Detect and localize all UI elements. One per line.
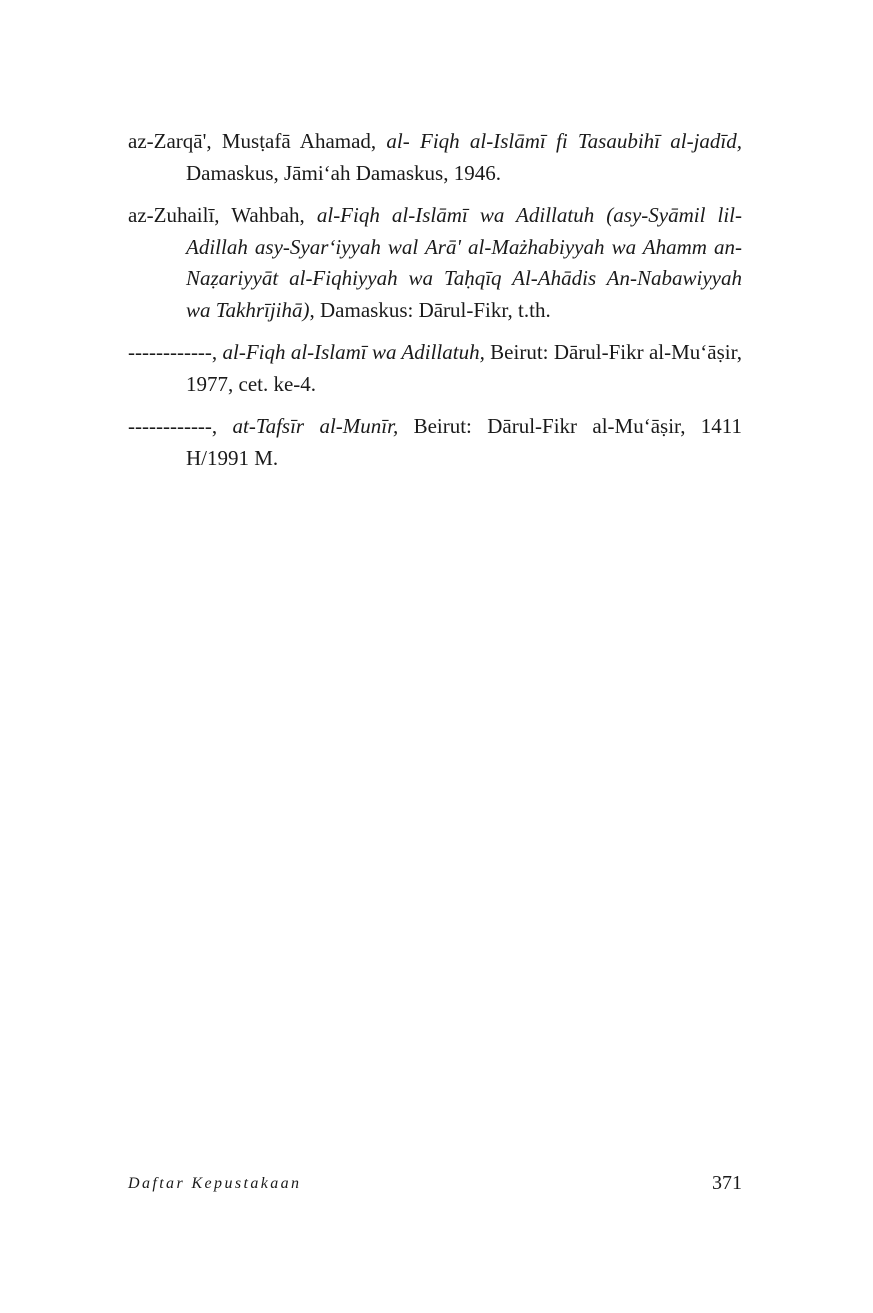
bibliography-entry	[128, 411, 742, 474]
entry-title: al-Fiqh al-Islāmī wa Adillatuh (asy-Syāmil lil-Adillah asy-Syar‘iyyah wal Arā' al-Mażhabiyyah wa Ahamm an-Naẓariyyāt al-Fiqhiyyah wa Taḥqīq Al-Ahādis An-Nabawiyyah wa Takhrījihā)	[186, 203, 742, 322]
running-footer-title: Daftar Kepustakaan	[128, 1175, 302, 1192]
page-footer	[128, 1172, 742, 1202]
bibliography-list	[128, 126, 742, 485]
entry-author: ------------,	[128, 340, 223, 364]
entry-title: at-Tafsīr al-Munīr,	[232, 414, 399, 438]
entry-author: az-Zarqā', Musṭafā Ahamad,	[128, 129, 387, 153]
bibliography-entry	[128, 200, 742, 326]
bibliography-entry	[128, 126, 742, 189]
entry-publication: Beirut: Dārul-Fikr al-Mu‘āṣir, 1411 H/1991 M.	[186, 414, 743, 470]
page-number: 371	[712, 1172, 742, 1194]
entry-title: al-Fiqh al-Islamī wa Adillatuh,	[222, 340, 485, 364]
entry-publication: Beirut: Dārul-Fikr al-Mu‘āṣir, 1977, cet. ke-4.	[186, 340, 742, 396]
entry-author: az-Zuhailī, Wahbah,	[128, 203, 317, 227]
entry-publication: , Damaskus: Dārul-Fikr, t.th.	[309, 297, 551, 322]
entry-author: ------------,	[128, 414, 233, 438]
entry-publication: Damaskus, Jāmi‘ah Damaskus, 1946.	[186, 160, 501, 185]
bibliography-entry	[128, 337, 742, 400]
entry-title: al- Fiqh al-Islāmī fi Tasaubihī al-jadīd,	[386, 129, 742, 153]
